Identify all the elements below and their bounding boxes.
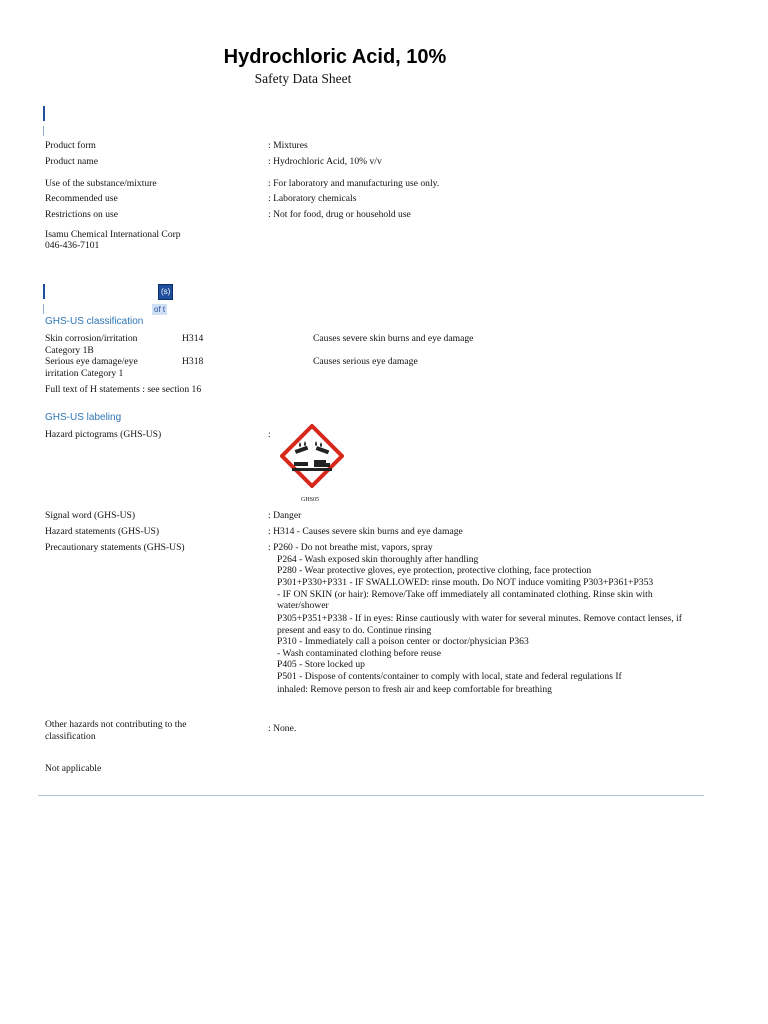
other-hazards-label-line2: classification bbox=[45, 731, 96, 742]
company-name: Isamu Chemical International Corp bbox=[45, 229, 181, 240]
precautionary-line: P280 - Wear protective gloves, eye protection, protective clothing, face protection bbox=[277, 565, 592, 576]
section-marker bbox=[43, 284, 45, 299]
precautionary-line: P301+P330+P331 - IF SWALLOWED: rinse mouth. Do NOT induce vomiting P303+P361+P353 bbox=[277, 577, 654, 588]
section-heading-badge: (s) bbox=[158, 284, 173, 300]
precautionary-line: : P260 - Do not breathe mist, vapors, spray bbox=[268, 542, 433, 553]
precautionary-line: P310 - Immediately call a poison center or doctor/physician P363 bbox=[277, 636, 529, 647]
full-text-note: Full text of H statements : see section 16 bbox=[45, 384, 202, 395]
precautionary-line: P405 - Store locked up bbox=[277, 659, 365, 670]
section-marker-sub bbox=[43, 304, 44, 314]
row-value-use: : For laboratory and manufacturing use only. bbox=[268, 178, 440, 189]
pictograms-label: Hazard pictograms (GHS-US) bbox=[45, 429, 162, 440]
section-divider bbox=[38, 795, 704, 796]
classification-category: Skin corrosion/irritation Category 1B bbox=[45, 333, 138, 356]
row-value-restrictions: : Not for food, drug or household use bbox=[268, 209, 411, 220]
signal-word-label: Signal word (GHS-US) bbox=[45, 510, 136, 521]
precautionary-label: Precautionary statements (GHS-US) bbox=[45, 542, 185, 553]
precautionary-line: P305+P351+P338 - If in eyes: Rinse cautiously with water for several minutes. Remove contact lenses, if bbox=[277, 613, 682, 624]
precautionary-line: P501 - Dispose of contents/container to comply with local, state and federal regulations If bbox=[277, 671, 622, 682]
other-hazards-value: : None. bbox=[268, 723, 297, 734]
precautionary-line: present and easy to do. Continue rinsing bbox=[277, 625, 432, 636]
hazard-statements-label: Hazard statements (GHS-US) bbox=[45, 526, 160, 537]
precautionary-line: P264 - Wash exposed skin thoroughly after handling bbox=[277, 554, 479, 565]
precautionary-line: - Wash contaminated clothing before reuse bbox=[277, 648, 441, 659]
classification-code: H314 bbox=[182, 333, 204, 344]
row-value-product-form: : Mixtures bbox=[268, 140, 308, 151]
signal-word-value: : Danger bbox=[268, 510, 302, 521]
classification-statement: Causes serious eye damage bbox=[313, 356, 418, 367]
not-applicable-text: Not applicable bbox=[45, 763, 102, 774]
row-value-product-name: : Hydrochloric Acid, 10% v/v bbox=[268, 156, 382, 167]
company-phone: 046-436-7101 bbox=[45, 240, 100, 251]
pictogram-code-label: GHS05 bbox=[301, 497, 320, 503]
pictograms-colon: : bbox=[268, 429, 271, 440]
row-label-restrictions: Restrictions on use bbox=[45, 209, 119, 220]
row-label-use: Use of the substance/mixture bbox=[45, 178, 157, 189]
classification-statement: Causes severe skin burns and eye damage bbox=[313, 333, 474, 344]
classification-heading: GHS-US classification bbox=[45, 316, 144, 327]
labeling-heading: GHS-US labeling bbox=[45, 412, 122, 423]
corrosion-pictogram-icon bbox=[280, 424, 344, 488]
row-label-product-name: Product name bbox=[45, 156, 99, 167]
document-subtitle: Safety Data Sheet bbox=[254, 71, 352, 86]
hazard-statements-value: : H314 - Causes severe skin burns and eye damage bbox=[268, 526, 463, 537]
row-label-product-form: Product form bbox=[45, 140, 96, 151]
row-value-recommended-use: : Laboratory chemicals bbox=[268, 193, 357, 204]
document-title: Hydrochloric Acid, 10% bbox=[223, 46, 447, 68]
section-marker-sub bbox=[43, 126, 44, 136]
precautionary-line: inhaled: Remove person to fresh air and keep comfortable for breathing bbox=[277, 684, 552, 695]
section-heading-fragment: of t bbox=[154, 305, 166, 314]
classification-category: Serious eye damage/eye irritation Category 1 bbox=[45, 356, 138, 379]
section-marker bbox=[43, 106, 45, 121]
classification-code: H318 bbox=[182, 356, 204, 367]
other-hazards-label-line1: Other hazards not contributing to the bbox=[45, 719, 187, 730]
row-label-recommended-use: Recommended use bbox=[45, 193, 118, 204]
precautionary-line: water/shower bbox=[277, 600, 329, 611]
precautionary-line: - IF ON SKIN (or hair): Remove/Take off immediately all contaminated clothing. Rinse skin with bbox=[277, 589, 653, 600]
